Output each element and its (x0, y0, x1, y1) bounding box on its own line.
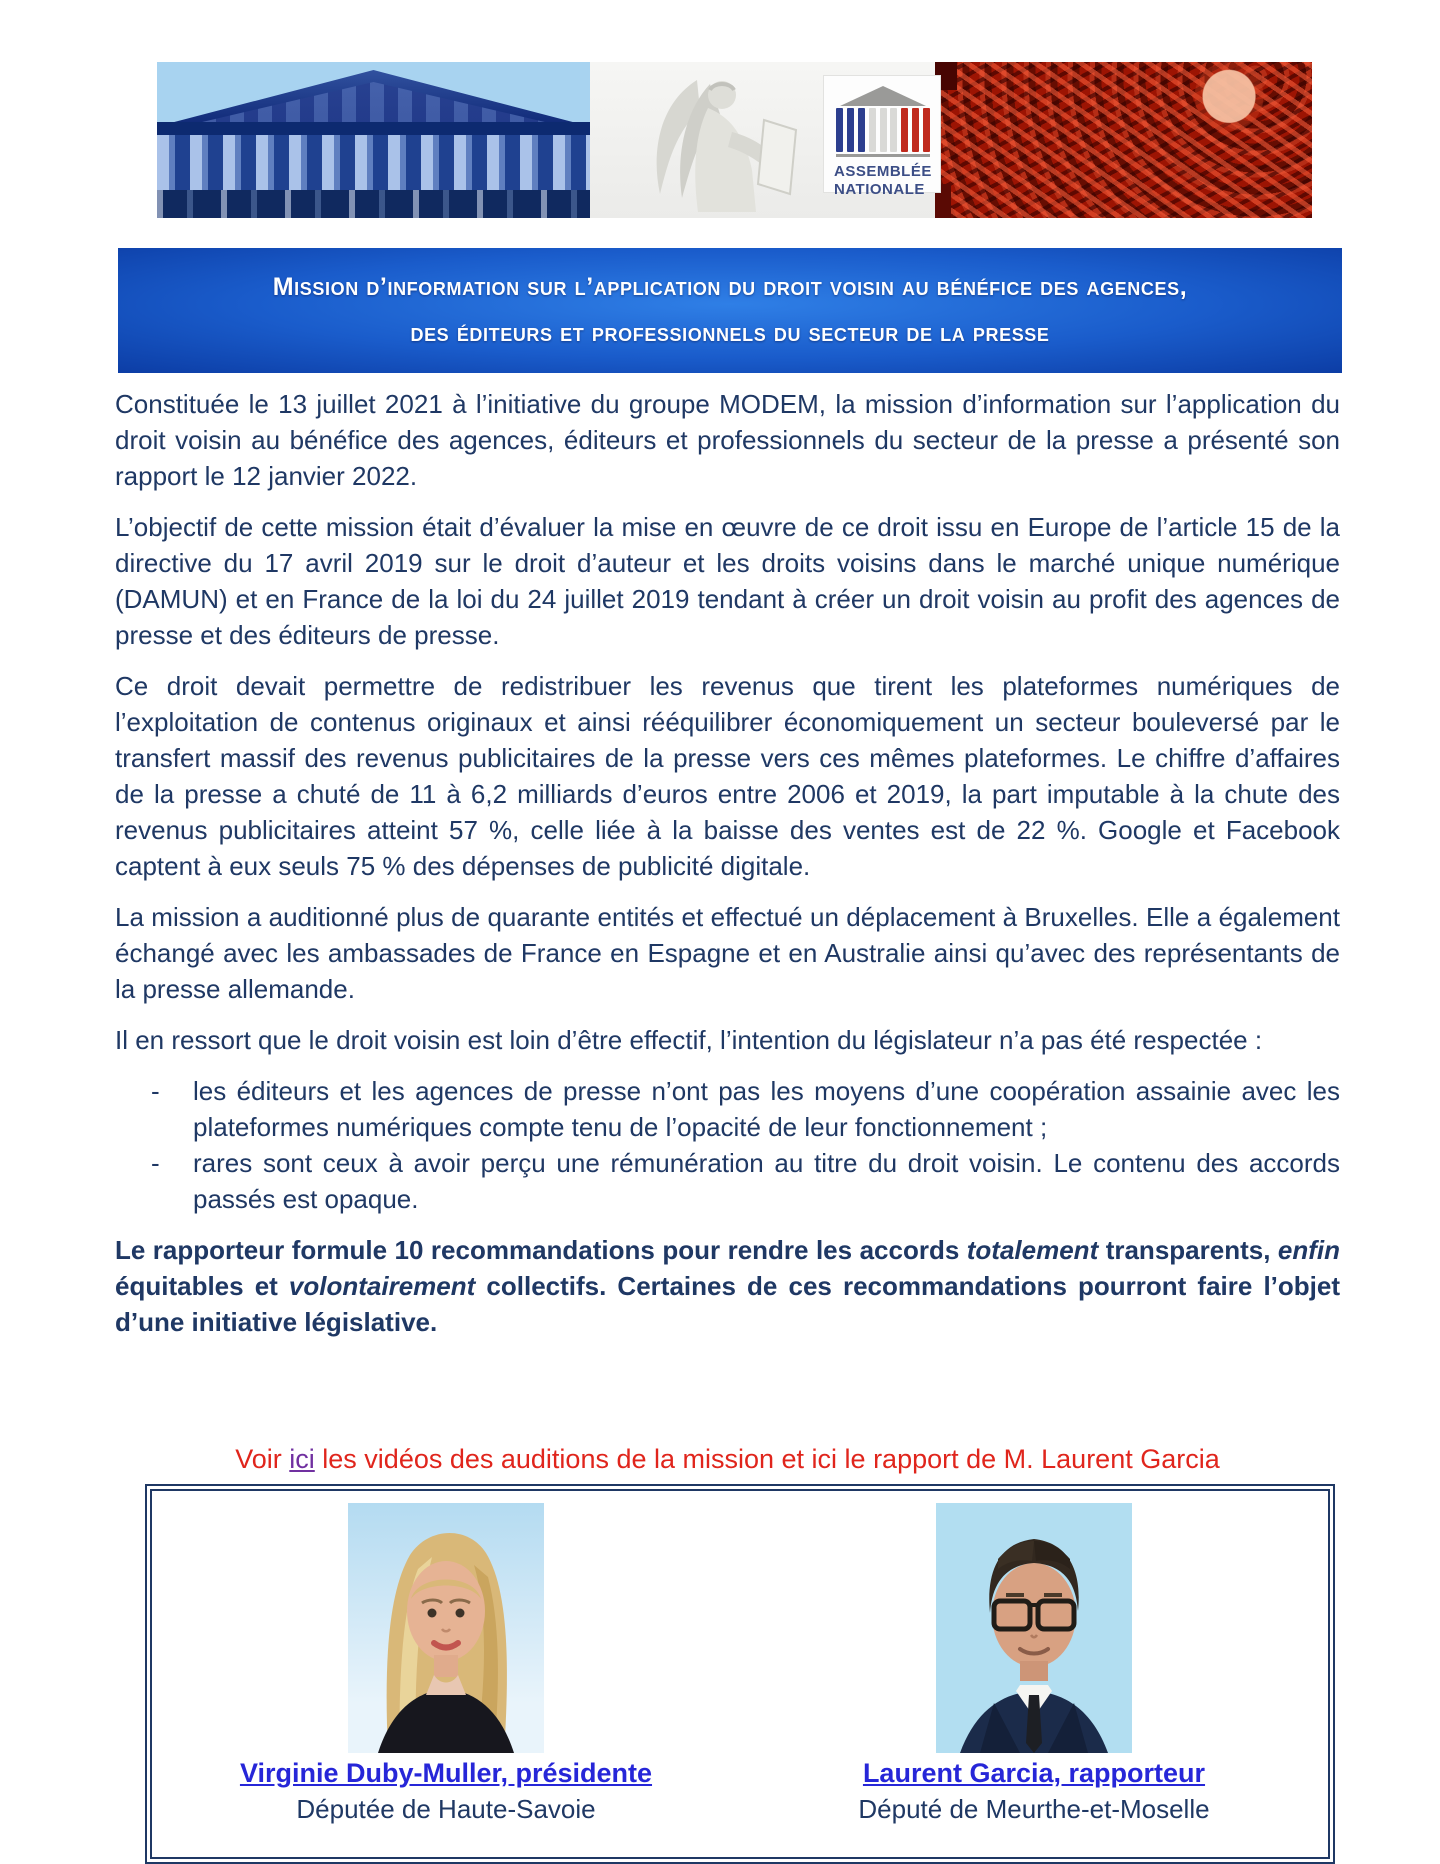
reco-segment: équitables et (115, 1271, 289, 1301)
pediment-graphic (174, 70, 572, 122)
list-item (151, 1073, 1340, 1145)
statue-photo (590, 62, 935, 218)
virginie-duby-muller-photo (348, 1503, 544, 1753)
findings-list (115, 1073, 1340, 1217)
paragraph-objective: L’objectif de cette mission était d’évaluer la mise en œuvre de ce droit issu en Europe de l’article 15 de la directive du 17 avril 2019 sur le droit d’auteur et les droits voisins dans le marché unique numérique (DAMUN) et en France de la loi du 24 juillet 2019 tendant à créer un droit voisin au profit des agences de presse et des éditeurs de presse. (115, 512, 1340, 650)
videos-line-rest: les vidéos des auditions de la mission et ici le rapport de M. Laurent Garcia (314, 1444, 1220, 1474)
logo-columns-icon (836, 108, 930, 152)
entablature-graphic (157, 122, 590, 135)
officials-box (145, 1484, 1335, 1864)
assemblee-nationale-logo (823, 75, 941, 198)
building-base-graphic (157, 190, 590, 218)
president-card (176, 1503, 717, 1857)
report-summary (115, 386, 1340, 1355)
hemicycle-photo (935, 62, 1312, 218)
finding-text: rares sont ceux à avoir perçu une rémunération au titre du droit voisin. Le contenu des accords passés est opaque. (193, 1148, 1340, 1214)
president-role: Députée de Haute-Savoie (296, 1794, 596, 1824)
mission-title-line2: des éditeurs et professionnels du secteur de la presse (410, 319, 1050, 347)
reco-emphasis: totalement (966, 1235, 1099, 1265)
logo-baseline (836, 154, 930, 157)
list-item (151, 1145, 1340, 1217)
reco-segment: collectifs. Certaines de ces recommandations pourront faire l’objet d’une initiative législative. (115, 1271, 1340, 1337)
laurent-garcia-photo (936, 1503, 1132, 1753)
reco-emphasis: enfin (1277, 1235, 1340, 1265)
dash-bullet: - (151, 1148, 160, 1178)
dash-bullet: - (151, 1076, 160, 1106)
logo-pediment-icon (840, 86, 926, 106)
rapporteur-role: Député de Meurthe-et-Moselle (858, 1794, 1210, 1824)
videos-ici-link[interactable]: ici (289, 1444, 315, 1474)
logo-line2: NATIONALE (834, 181, 925, 198)
reco-emphasis: volontairement (288, 1271, 476, 1301)
reco-segment: transparents, (1098, 1235, 1278, 1265)
rapporteur-card (764, 1503, 1305, 1857)
palais-bourbon-photo (157, 62, 590, 218)
videos-line-prefix: Voir (235, 1444, 290, 1474)
paragraph-revenues: Ce droit devait permettre de redistribuer les revenus que tirent les plateformes numériques de l’exploitation de contenus originaux et ainsi rééquilibrer économiquement un secteur bouleversé par le transfert massif des revenus publicitaires de la presse vers ces mêmes plateformes. Le chiffre d’affaires de la presse a chuté de 11 à 6,2 milliards d’euros entre 2006 et 2019, la part imputable à la chute des revenus publicitaires atteint 57 %, celle liée à la baisse des ventes est de 22 %. Google et Facebook captent à eux seuls 75 % des dépenses de publicité digitale. (115, 671, 1340, 881)
columns-graphic (157, 135, 590, 190)
finding-text: les éditeurs et les agences de presse n’ont pas les moyens d’une coopération assainie avec les plateformes numériques compte tenu de l’opacité de leur fonctionnement ; (193, 1076, 1340, 1142)
logo-line1: ASSEMBLÉE (834, 163, 932, 180)
mission-title-banner (118, 248, 1342, 373)
reco-segment: Le rapporteur formule 10 recommandations pour rendre les accords (115, 1235, 967, 1265)
angel-statue-graphic (602, 62, 832, 218)
logo-wordmark (834, 163, 932, 199)
paragraph-recommendations (115, 1232, 1340, 1340)
assemblee-nationale-banner (157, 62, 1312, 218)
mission-title-line1: Mission d’information sur l’application du droit voisin au bénéfice des agences, (272, 273, 1188, 301)
paragraph-auditions: La mission a auditionné plus de quarante entités et effectué un déplacement à Bruxelles. Elle a également échangé avec les ambassades de France en Espagne et en Australie ainsi qu’avec des représentants de la presse allemande. (115, 902, 1340, 1004)
president-name-link[interactable]: Virginie Duby-Muller, présidente (239, 1758, 653, 1788)
paragraph-findings-intro: Il en ressort que le droit voisin est loin d’être effectif, l’intention du législateur n’a pas été respectée : (115, 1025, 1263, 1055)
rapporteur-name-link[interactable]: Laurent Garcia, rapporteur (862, 1758, 1206, 1788)
paragraph-constitution: Constituée le 13 juillet 2021 à l’initiative du groupe MODEM, la mission d’information sur l’application du droit voisin au bénéfice des agences, éditeurs et professionnels du secteur de la presse a présenté son rapport le 12 janvier 2022. (115, 389, 1340, 491)
videos-report-line (115, 1444, 1340, 1475)
